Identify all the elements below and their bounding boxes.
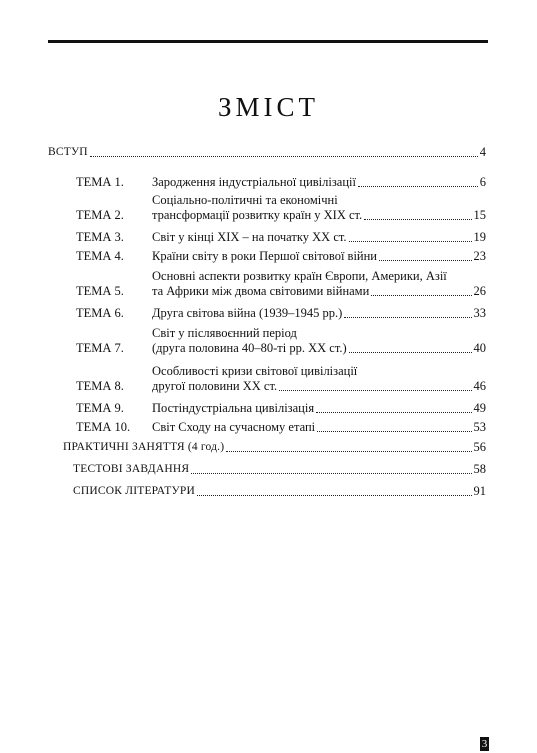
dot-leader — [349, 351, 472, 353]
toc-page-number: 4 — [479, 145, 486, 159]
page-number-badge: 3 — [481, 738, 488, 750]
toc-practical[interactable] — [63, 440, 486, 455]
topic-number: ТЕМА 10. — [76, 420, 131, 434]
topic-number: ТЕМА 5. — [76, 284, 124, 298]
toc-page-number: 6 — [479, 175, 486, 189]
page-title: ЗМІСТ — [217, 92, 320, 122]
toc-tests[interactable] — [73, 462, 486, 477]
topic-title: Світ у післявоєнний період — [152, 326, 297, 340]
toc-entry-label: СПИСОК ЛІТЕРАТУРИ — [73, 485, 195, 497]
toc-entry-label: ТЕСТОВІ ЗАВДАННЯ — [73, 463, 190, 475]
toc-topic-9[interactable] — [76, 401, 486, 416]
toc-page-number: 91 — [473, 484, 486, 498]
dot-leader — [371, 294, 471, 296]
toc-page-number: 53 — [473, 420, 486, 434]
topic-title-cont: та Африки між двома світовими війнами — [152, 284, 370, 298]
dot-leader — [358, 185, 478, 187]
topic-title: Постіндустріальна цивілізація — [152, 401, 315, 415]
toc-topic-5[interactable] — [76, 269, 486, 299]
topic-title: Світ у кінці ХІХ – на початку ХХ ст. — [152, 230, 347, 244]
topic-number: ТЕМА 7. — [76, 341, 124, 355]
topic-title-cont: (друга половина 40–80-ті рр. ХХ ст.) — [152, 341, 347, 355]
toc-page-number: 19 — [473, 230, 486, 244]
toc-entry-label: ПРАКТИЧНІ ЗАНЯТТЯ (4 год.) — [63, 441, 225, 453]
toc-page-number: 23 — [473, 249, 486, 263]
topic-number: ТЕМА 1. — [76, 175, 124, 189]
toc-page-number: 15 — [473, 208, 486, 222]
top-rule — [48, 40, 488, 43]
toc-entry-label: ВСТУП — [48, 146, 88, 158]
topic-title: Світ Сходу на сучасному етапі — [152, 420, 316, 434]
dot-leader — [344, 316, 471, 318]
toc-intro[interactable] — [48, 145, 486, 160]
dot-leader — [90, 155, 478, 157]
topic-number: ТЕМА 9. — [76, 401, 124, 415]
dot-leader — [197, 494, 472, 496]
toc-page-number: 26 — [473, 284, 486, 298]
dot-leader — [191, 472, 471, 474]
dot-leader — [349, 240, 472, 242]
dot-leader — [316, 411, 471, 413]
toc-topic-10[interactable] — [76, 420, 486, 435]
topic-number: ТЕМА 4. — [76, 249, 124, 263]
toc-topic-1[interactable] — [76, 175, 486, 190]
toc-page-number: 33 — [473, 306, 486, 320]
toc-topic-2[interactable] — [76, 193, 486, 223]
topic-title-cont: трансформації розвитку країн у ХІХ ст. — [152, 208, 363, 222]
dot-leader — [317, 430, 471, 432]
toc-page-number: 40 — [473, 341, 486, 355]
topic-title: Особливості кризи світової цивілізації — [152, 364, 358, 378]
dot-leader — [226, 450, 471, 452]
topic-title: Зародження індустріальної цивілізації — [152, 175, 356, 189]
toc-page-number: 58 — [473, 462, 486, 476]
topic-number: ТЕМА 6. — [76, 306, 124, 320]
dot-leader — [379, 259, 472, 261]
topic-number: ТЕМА 8. — [76, 379, 124, 393]
topic-title-cont: другої половини ХХ ст. — [152, 379, 278, 393]
toc-topic-4[interactable] — [76, 249, 486, 264]
toc-literature[interactable] — [73, 484, 486, 499]
topic-number: ТЕМА 2. — [76, 208, 124, 222]
topic-number: ТЕМА 3. — [76, 230, 124, 244]
topic-title: Країни світу в роки Першої світової війни — [152, 249, 377, 263]
topic-title: Основні аспекти розвитку країн Європи, Америки, Азії — [152, 269, 447, 283]
toc-topic-8[interactable] — [76, 364, 486, 394]
toc-page-number: 49 — [473, 401, 486, 415]
dot-leader — [364, 218, 471, 220]
toc-topic-3[interactable] — [76, 230, 486, 245]
topic-title: Соціально-політичні та економічні — [152, 193, 338, 207]
toc-page-number: 46 — [473, 379, 486, 393]
topic-title: Друга світова війна (1939–1945 рр.) — [152, 306, 343, 320]
toc-page-number: 56 — [473, 440, 486, 454]
dot-leader — [279, 389, 471, 391]
toc-topic-6[interactable] — [76, 306, 486, 321]
toc-topic-7[interactable] — [76, 326, 486, 356]
